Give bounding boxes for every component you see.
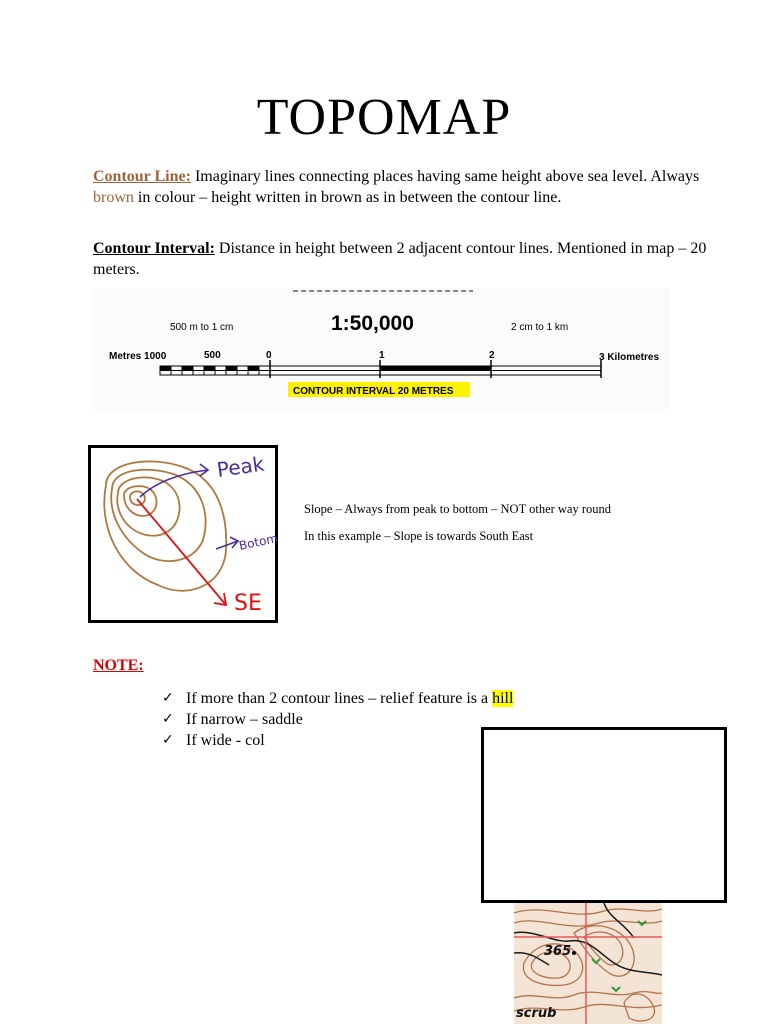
peak-label: Peak	[215, 451, 266, 482]
topo-map-thumbnail	[514, 903, 662, 1024]
contour-interval-term: Contour Interval:	[93, 240, 215, 257]
note-list	[162, 688, 513, 751]
scale-left-note: 500 m to 1 cm	[170, 322, 234, 333]
direction-label: SE	[234, 591, 262, 616]
page-title: TOPOMAP	[256, 89, 512, 146]
contour-interval-text: Distance in height between 2 adjacent contour lines. Mentioned in map – 20 meters.	[93, 240, 707, 278]
tick-label-3-kilometres: 3 Kilometres	[599, 352, 660, 363]
note-heading: NOTE:	[93, 657, 144, 674]
contour-sketch	[88, 445, 278, 623]
scale-bar	[160, 360, 601, 378]
note-item-text: If more than 2 contour lines – relief feature is a	[186, 690, 493, 707]
checkmark-icon: ✓	[162, 690, 174, 706]
list-item	[162, 730, 513, 751]
bottom-label: Botom	[237, 531, 278, 553]
tick-label-1: 1	[379, 350, 385, 361]
contour-line-term: Contour Line:	[93, 168, 191, 185]
scale-bar-figure	[93, 288, 670, 410]
slope-note-1: Slope – Always from peak to bottom – NOT other way round	[304, 502, 612, 516]
contour-interval-paragraph	[93, 238, 713, 280]
scrub-label: scrub	[516, 1006, 557, 1021]
contour-interval-label: CONTOUR INTERVAL 20 METRES	[293, 386, 454, 397]
highlighted-word: hill	[492, 690, 514, 707]
checkmark-icon: ✓	[162, 732, 174, 748]
tick-label-0: 0	[266, 350, 272, 361]
checkmark-icon: ✓	[162, 711, 174, 727]
list-item	[162, 709, 513, 730]
note-item-text: If wide - col	[186, 732, 265, 749]
note-item-text: If narrow – saddle	[186, 711, 303, 728]
list-item	[162, 688, 513, 709]
tick-label-metres-1000: Metres 1000	[109, 351, 167, 362]
tick-label-2: 2	[489, 350, 495, 361]
scale-right-note: 2 cm to 1 km	[511, 322, 569, 333]
brown-word: brown	[93, 189, 134, 206]
slope-note-2: In this example – Slope is towards South East	[304, 529, 534, 543]
contour-line-text-a: Imaginary lines connecting places having same height above sea level. Always	[190, 168, 700, 185]
contour-line-paragraph	[93, 166, 713, 208]
contour-line-text-b: in colour – height written in brown as in between the contour line.	[133, 189, 562, 206]
spot-height-label: 365	[544, 944, 572, 959]
scale-ratio: 1:50,000	[331, 312, 414, 335]
tick-label-500: 500	[204, 350, 221, 361]
empty-frame	[481, 727, 727, 903]
